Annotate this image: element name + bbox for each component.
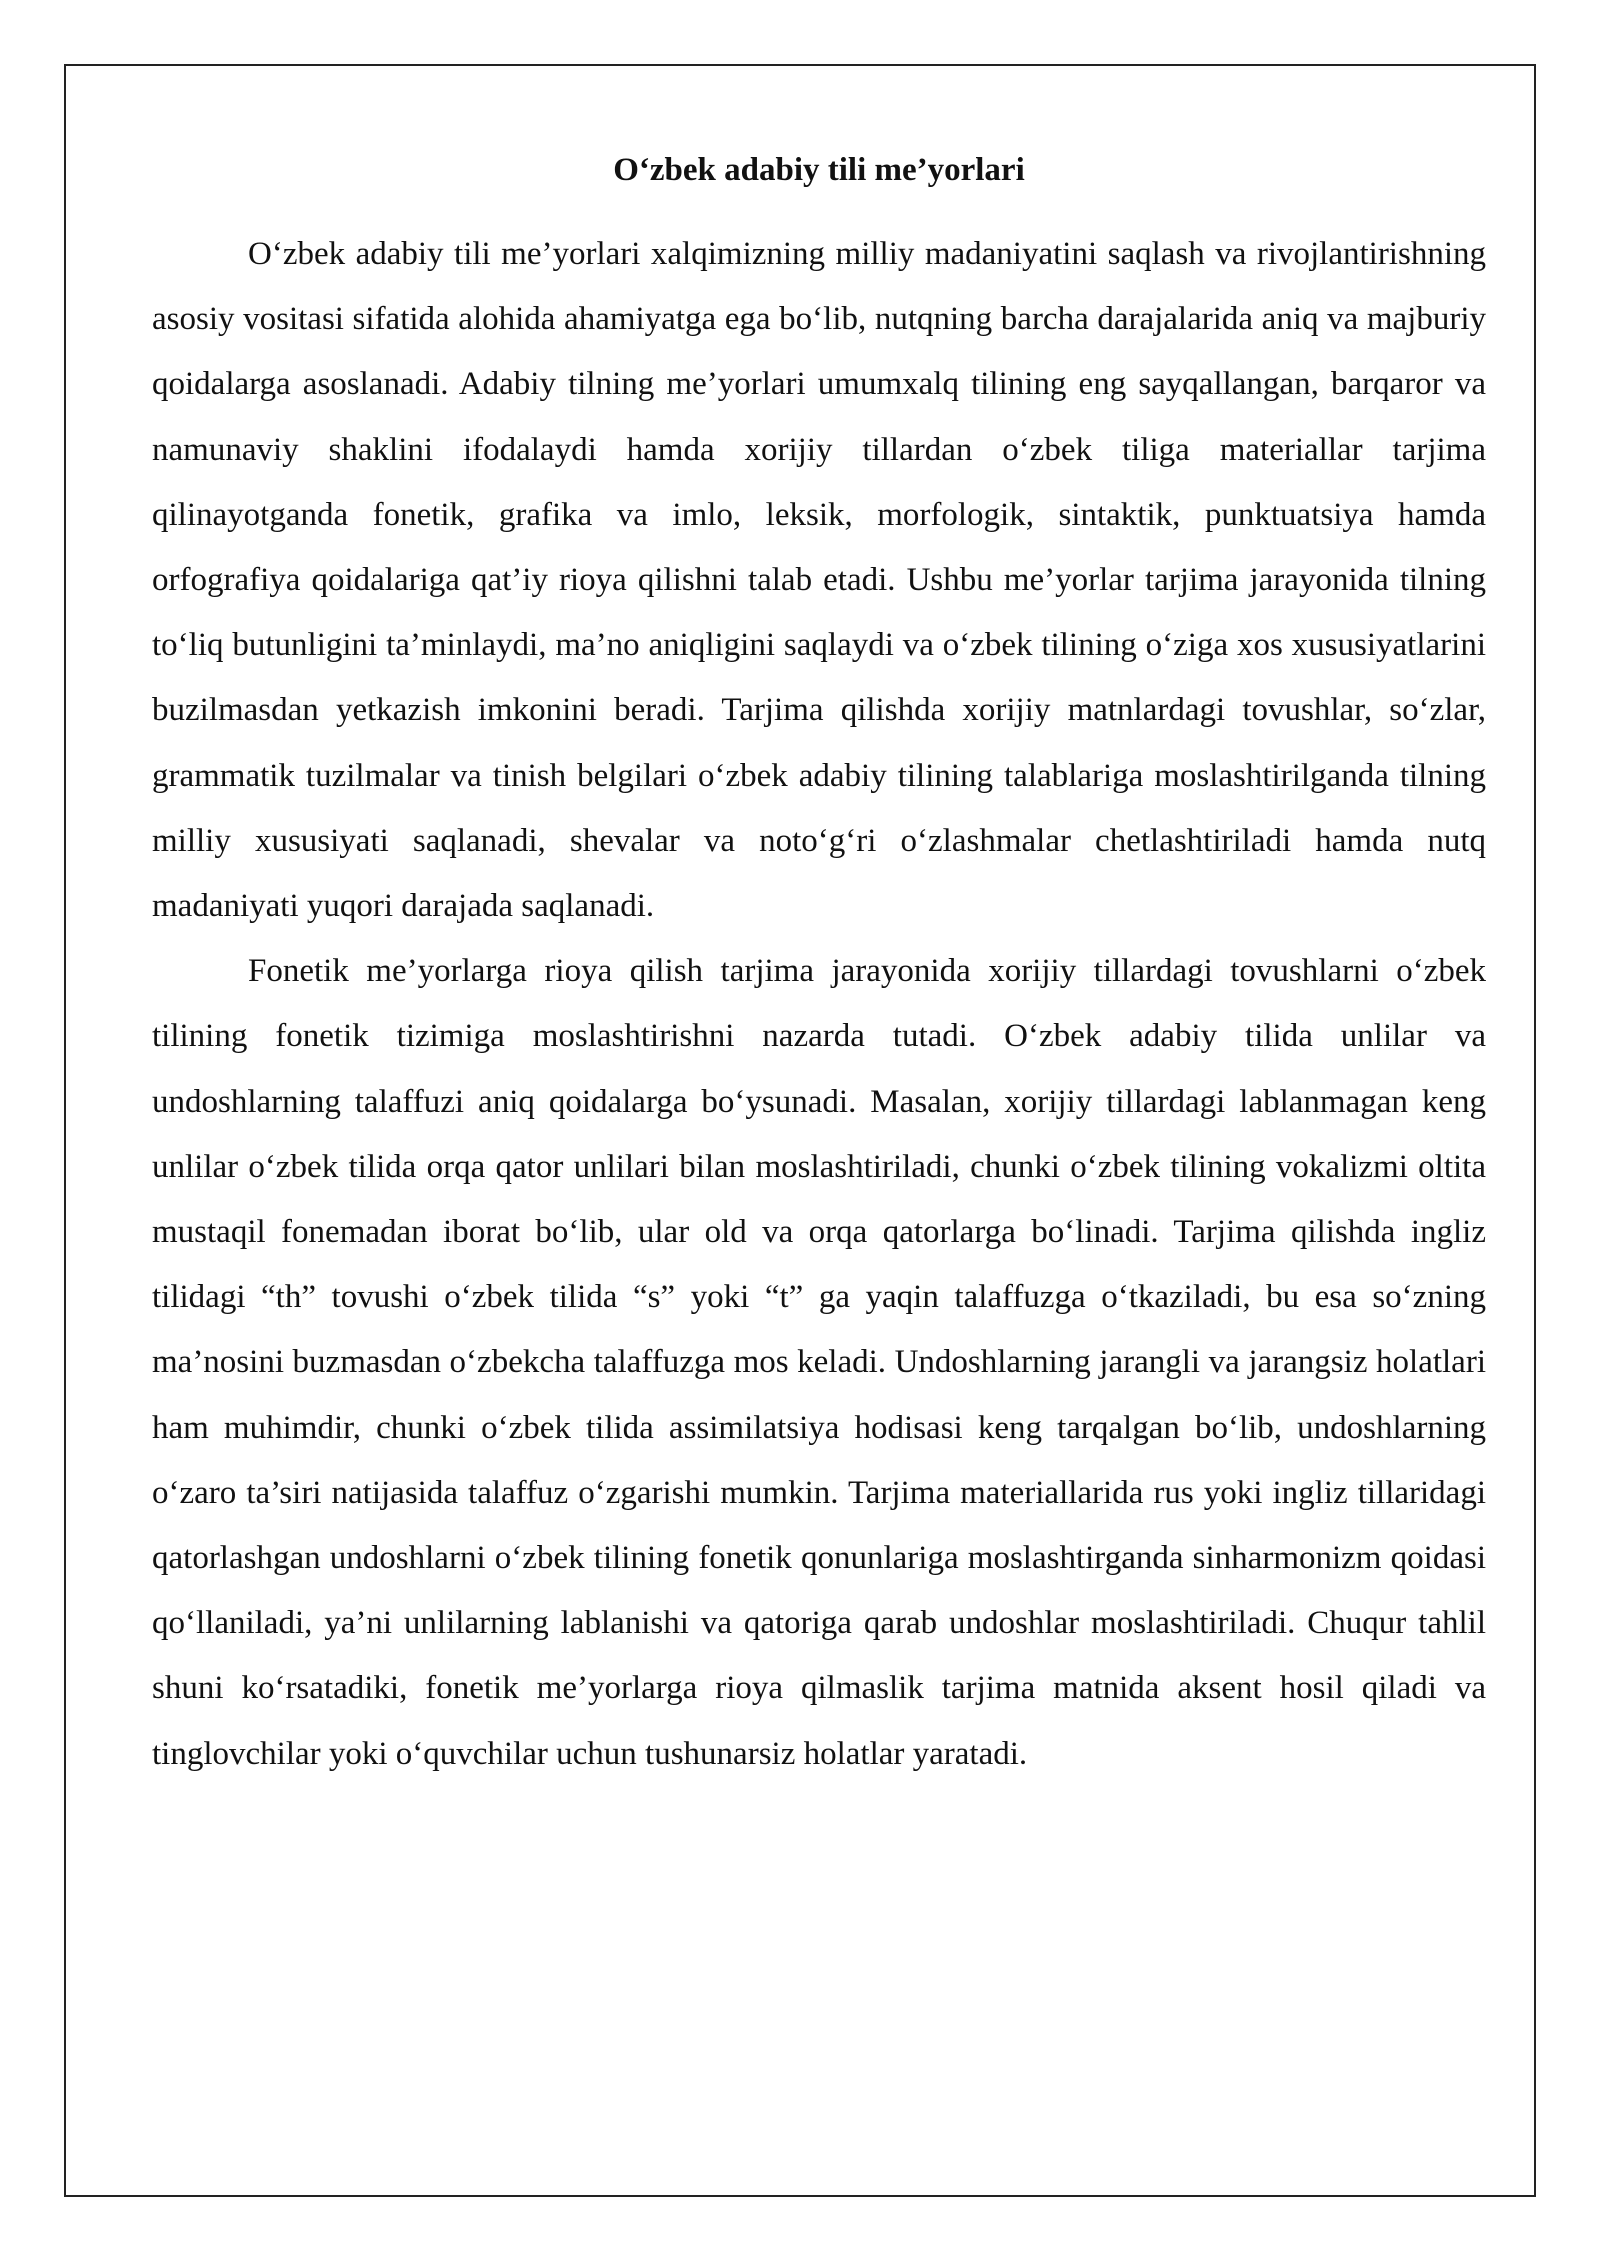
document-body — [152, 148, 1486, 1787]
paragraph: Fonetik me’yorlarga rioya qilish tarjima jarayonida xorijiy tillardagi tovushlarni o‘zbek tilining fonetik tizimiga moslashtirishni nazarda tutadi. O‘zbek adabiy tilida unlilar va undoshlarning talaffuzi aniq qoidalarga bo‘ysunadi. Masalan, xorijiy tillardagi lablanmagan keng unlilar o‘zbek tilida orqa qator unlilari bilan moslashtiriladi, chunki o‘zbek tilining vokalizmi oltita mustaqil fonemadan iborat bo‘lib, ular old va orqa qatorlarga bo‘linadi. Tarjima qilishda ingliz tilidagi “th” tovushi o‘zbek tilida “s” yoki “t” ga yaqin talaffuzga o‘tkaziladi, bu esa so‘zning ma’nosini buzmasdan o‘zbekcha talaffuzga mos keladi. Undoshlarning jarangli va jarangsiz holatlari ham muhimdir, chunki o‘zbek tilida assimilatsiya hodisasi keng tarqalgan bo‘lib, undoshlarning o‘zaro ta’siri natijasida talaffuz o‘zgarishi mumkin. Tarjima materiallarida rus yoki ingliz tillaridagi qatorlashgan undoshlarni o‘zbek tilining fonetik qonunlariga moslashtirganda sinharmonizm qoidasi qo‘llaniladi, ya’ni unlilarning lablanishi va qatoriga qarab undoshlar moslashtiriladi. Chuqur tahlil shuni ko‘rsatadiki, fonetik me’yorlarga rioya qilmaslik tarjima matnida aksent hosil qiladi va tinglovchilar yoki o‘quvchilar uchun tushunarsiz holatlar yaratadi. — [152, 953, 1486, 1772]
document-title: O‘zbek adabiy tili me’yorlari — [613, 152, 1025, 188]
paragraph: O‘zbek adabiy tili me’yorlari xalqimizning milliy madaniyatini saqlash va rivojlantirishning asosiy vositasi sifatida alohida ahamiyatga ega bo‘lib, nutqning barcha darajalarida aniq va majburiy qoidalarga asoslanadi. Adabiy tilning me’yorlari umumxalq tilining eng sayqallangan, barqaror va namunaviy shaklini ifodalaydi hamda xorijiy tillardan o‘zbek tiliga materiallar tarjima qilinayotganda fonetik, grafika va imlo, leksik, morfologik, sintaktik, punktuatsiya hamda orfografiya qoidalariga qat’iy rioya qilishni talab etadi. Ushbu me’yorlar tarjima jarayonida tilning to‘liq butunligini ta’minlaydi, ma’no aniqligini saqlaydi va o‘zbek tilining o‘ziga xos xususiyatlarini buzilmasdan yetkazish imkonini beradi. Tarjima qilishda xorijiy matnlardagi tovushlar, so‘zlar, grammatik tuzilmalar va tinish belgilari o‘zbek adabiy tilining talablariga moslashtirilganda tilning milliy xususiyati saqlanadi, shevalar va noto‘g‘ri o‘zlashmalar chetlashtiriladi hamda nutq madaniyati yuqori darajada saqlanadi. — [152, 236, 1486, 925]
